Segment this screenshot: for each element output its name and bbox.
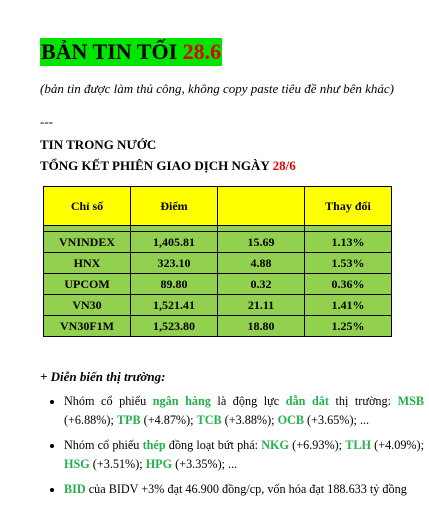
summary-heading-date: 28/6	[272, 158, 296, 173]
table-cell: 1,405.81	[131, 232, 218, 253]
table-header-row	[44, 187, 392, 226]
list-item	[64, 480, 424, 499]
stock-ticker: HSG	[64, 457, 90, 471]
table-cell: VN30F1M	[44, 316, 131, 337]
bullet-text: là động lực	[210, 394, 286, 408]
table-header	[218, 187, 305, 226]
table-cell: 1,521.41	[131, 295, 218, 316]
table-row	[44, 253, 392, 274]
table-row	[44, 316, 392, 337]
stock-change: (+3.51%);	[89, 457, 146, 471]
table-cell: 21.11	[218, 295, 305, 316]
page-title	[40, 38, 222, 66]
table-cell: 1,523.80	[131, 316, 218, 337]
table-cell: HNX	[44, 253, 131, 274]
table-cell: VNINDEX	[44, 232, 131, 253]
table-cell: 18.80	[218, 316, 305, 337]
stock-change: (+3.65%); ...	[304, 413, 370, 427]
table-cell: 1.13%	[305, 232, 392, 253]
table-cell: 1.53%	[305, 253, 392, 274]
note-text: (bản tin được làm thủ công, không copy paste tiêu đề như bên khác)	[40, 81, 394, 96]
stock-ticker: HPG	[145, 457, 173, 471]
table-cell: VN30	[44, 295, 131, 316]
table-row	[44, 295, 392, 316]
summary-heading-text: TỔNG KẾT PHIÊN GIAO DỊCH NGÀY	[40, 158, 270, 173]
title-prefix: BẢN TIN TỐI	[41, 39, 178, 64]
highlight-keyword: dẫn dắt	[285, 394, 329, 408]
stock-change: (+4.87%);	[140, 413, 197, 427]
table-cell: 4.88	[218, 253, 305, 274]
stock-change: (+6.93%);	[289, 438, 346, 452]
section-heading-summary	[40, 158, 296, 174]
bullet-text: Nhóm cổ phiếu	[64, 394, 153, 408]
list-item	[64, 436, 424, 474]
stock-ticker: TPB	[116, 413, 141, 427]
bullet-text: Nhóm cổ phiếu	[64, 438, 143, 452]
table-cell: 323.10	[131, 253, 218, 274]
stock-ticker: TCB	[196, 413, 222, 427]
separator: ---	[40, 114, 53, 129]
news-bullet-list	[40, 392, 424, 505]
stock-ticker: BID	[64, 482, 86, 496]
highlight-keyword: ngân hàng	[152, 394, 211, 408]
stock-ticker: OCB	[277, 413, 304, 427]
table-cell: 0.32	[218, 274, 305, 295]
stock-change: (+6.88%);	[64, 413, 117, 427]
table-cell: 1.41%	[305, 295, 392, 316]
title-date: 28.6	[182, 39, 222, 64]
bullet-text: đồng loạt bứt phá:	[165, 438, 262, 452]
table-cell: UPCOM	[44, 274, 131, 295]
table-cell: 1.25%	[305, 316, 392, 337]
bullet-text: thị trường:	[328, 394, 398, 408]
table-cell: 0.36%	[305, 274, 392, 295]
highlight-keyword: thép	[142, 438, 166, 452]
stock-ticker: TLH	[345, 438, 371, 452]
stock-ticker: MSB	[397, 394, 424, 408]
stock-change: (+3.88%);	[221, 413, 278, 427]
table-header: Thay đổi	[305, 187, 392, 226]
table-header: Điểm	[131, 187, 218, 226]
stock-ticker: NKG	[261, 438, 289, 452]
list-item	[64, 392, 424, 430]
stock-change: (+4.09%);	[370, 438, 425, 452]
table-row	[44, 274, 392, 295]
table-row	[44, 232, 392, 253]
table-cell: 15.69	[218, 232, 305, 253]
stock-change: (+3.35%); ...	[172, 457, 238, 471]
table-cell: 89.80	[131, 274, 218, 295]
bullet-text: của BIDV +3% đạt 46.900 đồng/cp, vốn hóa đạt 188.633 tỷ đồng	[85, 482, 407, 496]
table-header: Chỉ số	[44, 187, 131, 226]
section-heading-domestic: TIN TRONG NƯỚC	[40, 137, 157, 152]
market-summary-table	[43, 186, 392, 337]
market-developments-heading: + Diễn biến thị trường:	[40, 369, 166, 384]
